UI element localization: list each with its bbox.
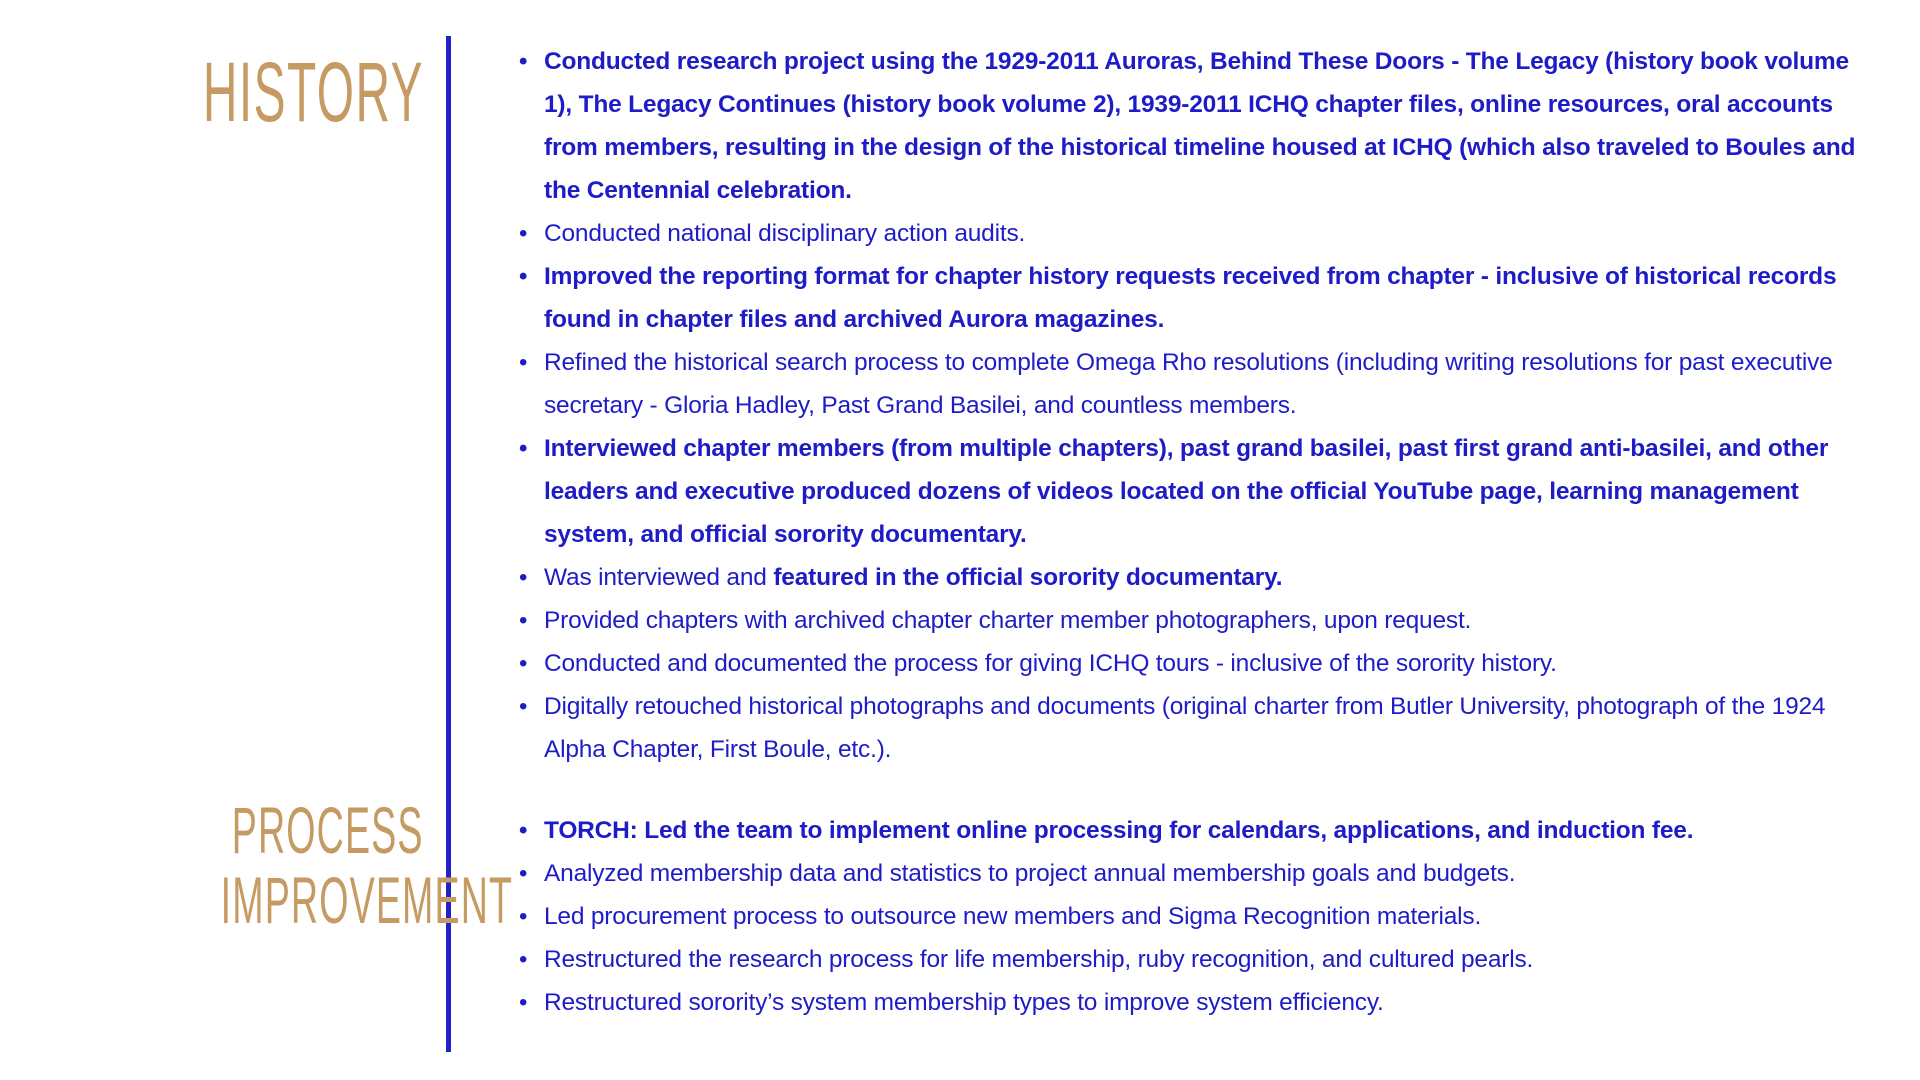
list-item: • Improved the reporting format for chapter history requests received from chapter - inclusive of historical records found in chapter files and archived Aurora magazines. — [517, 255, 1862, 341]
heading-column — [0, 0, 514, 1080]
history-section-heading — [0, 45, 424, 139]
process-improvement-section-heading — [0, 793, 514, 937]
list-item: • Conducted and documented the process for giving ICHQ tours - inclusive of the sorority history. — [517, 642, 1862, 685]
list-item: • Conducted national disciplinary action audits. — [517, 212, 1862, 255]
list-item: • Restructured sorority’s system membership types to improve system efficiency. — [517, 981, 1862, 1024]
list-item: • Interviewed chapter members (from multiple chapters), past grand basilei, past first grand anti-basilei, and other leaders and executive produced dozens of videos located on the official YouTube page, learning management system, and official sorority documentary. — [517, 427, 1862, 556]
list-item: • Provided chapters with archived chapter charter member photographers, upon request. — [517, 599, 1862, 642]
list-item: • Was interviewed and featured in the official sorority documentary. — [517, 556, 1862, 599]
list-item: • Conducted research project using the 1929-2011 Auroras, Behind These Doors - The Legacy (history book volume 1), The Legacy Continues (history book volume 2), 1939-2011 ICHQ chapter files, online resources, oral accounts from members, resulting in the design of the historical timeline housed at ICHQ (which also traveled to Boules and the Centennial celebration. — [517, 40, 1862, 212]
list-item: • Analyzed membership data and statistics to project annual membership goals and budgets. — [517, 852, 1862, 895]
list-item: • TORCH: Led the team to implement online processing for calendars, applications, and induction fee. — [517, 809, 1862, 852]
heading-line: PROCESS — [232, 793, 424, 867]
history-bullet-list — [517, 40, 1862, 771]
bullet-content-column — [517, 40, 1862, 1024]
heading-line: HISTORY — [202, 45, 424, 139]
list-item: • Digitally retouched historical photographs and documents (original charter from Butler University, photograph of the 1924 Alpha Chapter, First Boule, etc.). — [517, 685, 1862, 771]
process-improvement-bullet-list — [517, 809, 1862, 1024]
list-item: • Refined the historical search process to complete Omega Rho resolutions (including writing resolutions for past executive secretary - Gloria Hadley, Past Grand Basilei, and countless members. — [517, 341, 1862, 427]
list-item: • Led procurement process to outsource new members and Sigma Recognition materials. — [517, 895, 1862, 938]
heading-line: IMPROVEMENT — [220, 862, 514, 937]
list-item: • Restructured the research process for life membership, ruby recognition, and cultured pearls. — [517, 938, 1862, 981]
